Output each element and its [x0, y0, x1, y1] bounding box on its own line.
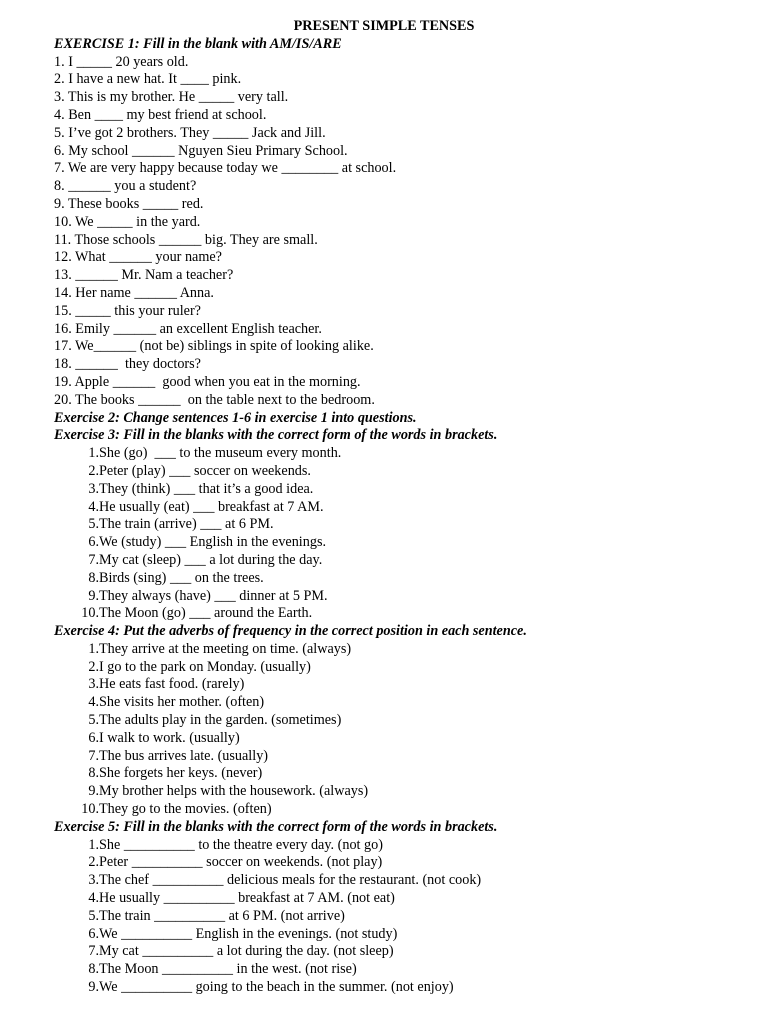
item-number: 3.: [88, 676, 99, 693]
list-item: [54, 783, 734, 801]
list-item: [54, 445, 734, 463]
item-number: 7.: [88, 747, 99, 764]
item-number: 8.: [88, 961, 99, 978]
list-item: [54, 730, 734, 748]
item-number: 1.: [88, 836, 99, 853]
item-number: 5.: [88, 712, 99, 729]
exercise-1-item: 6. My school ______ Nguyen Sieu Primary School.: [54, 142, 348, 159]
exercise-4-heading: Exercise 4: Put the adverbs of frequency in the correct position in each sentence.: [54, 623, 527, 640]
list-item: [54, 712, 734, 730]
item-text: They arrive at the meeting on time. (always): [99, 640, 352, 657]
item-text: We (study) ___ English in the evenings.: [99, 534, 327, 551]
exercise-1-item: 2. I have a new hat. It ____ pink.: [54, 71, 242, 88]
item-number: 10.: [81, 605, 99, 622]
item-number: 4.: [88, 890, 99, 907]
item-text: She forgets her keys. (never): [99, 765, 263, 782]
list-item: [54, 516, 734, 534]
list-item: [54, 605, 734, 623]
exercise-1-item: 1. I _____ 20 years old.: [54, 53, 189, 70]
list-item: [54, 463, 734, 481]
item-text: She (go) ___ to the museum every month.: [99, 445, 342, 462]
list-item: [54, 854, 734, 872]
list-item: [54, 801, 734, 819]
list-item: [54, 659, 734, 677]
item-text: The chef __________ delicious meals for the restaurant. (not cook): [99, 872, 482, 889]
item-number: 1.: [88, 445, 99, 462]
list-item: [54, 552, 734, 570]
item-number: 10.: [81, 801, 99, 818]
exercise-1-item: 14. Her name ______ Anna.: [54, 284, 214, 301]
list-item: [54, 872, 734, 890]
item-text: Peter __________ soccer on weekends. (not play): [99, 854, 383, 871]
item-text: He usually (eat) ___ breakfast at 7 AM.: [99, 498, 324, 515]
item-number: 2.: [88, 462, 99, 479]
list-item: [54, 961, 734, 979]
list-item: [54, 694, 734, 712]
exercise-3-heading: Exercise 3: Fill in the blanks with the correct form of the words in brackets.: [54, 427, 498, 444]
exercise-1-list: [54, 54, 734, 410]
exercise-5-heading: Exercise 5: Fill in the blanks with the correct form of the words in brackets.: [54, 818, 498, 835]
list-item: [54, 534, 734, 552]
exercise-1-item: 15. _____ this your ruler?: [54, 302, 201, 319]
item-text: She __________ to the theatre every day. (not go): [99, 836, 383, 853]
item-text: My brother helps with the housework. (always): [99, 783, 369, 800]
exercise-4-list: [54, 641, 734, 819]
item-number: 2.: [88, 854, 99, 871]
item-number: 4.: [88, 498, 99, 515]
item-text: The train __________ at 6 PM. (not arrive): [99, 907, 345, 924]
exercise-1-item: 12. What ______ your name?: [54, 249, 222, 266]
item-text: They go to the movies. (often): [99, 801, 272, 818]
exercise-1-item: 4. Ben ____ my best friend at school.: [54, 106, 267, 123]
item-number: 5.: [88, 907, 99, 924]
exercise-1-item: 16. Emily ______ an excellent English teacher.: [54, 320, 322, 337]
worksheet-page: [54, 18, 734, 997]
item-text: Peter (play) ___ soccer on weekends.: [99, 462, 311, 479]
item-text: I go to the park on Monday. (usually): [99, 658, 311, 675]
item-number: 6.: [88, 729, 99, 746]
exercise-1-item: 17. We______ (not be) siblings in spite of looking alike.: [54, 338, 374, 355]
exercise-1-item: 18. ______ they doctors?: [54, 356, 201, 373]
exercise-1-item: 20. The books ______ on the table next to the bedroom.: [54, 391, 375, 408]
item-text: The train (arrive) ___ at 6 PM.: [99, 516, 274, 533]
item-number: 8.: [88, 569, 99, 586]
exercise-1-item: 7. We are very happy because today we ________ at school.: [54, 160, 397, 177]
item-number: 7.: [88, 551, 99, 568]
item-number: 2.: [88, 658, 99, 675]
item-text: He usually __________ breakfast at 7 AM. (not eat): [99, 890, 395, 907]
exercise-1-item: 13. ______ Mr. Nam a teacher?: [54, 267, 234, 284]
item-text: The Moon (go) ___ around the Earth.: [99, 605, 313, 622]
item-number: 9.: [88, 783, 99, 800]
exercise-1-item: 5. I’ve got 2 brothers. They _____ Jack and Jill.: [54, 124, 326, 141]
item-number: 6.: [88, 925, 99, 942]
item-number: 7.: [88, 943, 99, 960]
list-item: [54, 943, 734, 961]
list-item: [54, 588, 734, 606]
item-text: We __________ going to the beach in the summer. (not enjoy): [99, 979, 454, 996]
exercise-1-heading: EXERCISE 1: Fill in the blank with AM/IS/ARE: [54, 35, 342, 52]
list-item: [54, 481, 734, 499]
item-number: 9.: [88, 979, 99, 996]
exercise-5-list: [54, 837, 734, 997]
list-item: [54, 676, 734, 694]
exercise-3-list: [54, 445, 734, 623]
item-text: She visits her mother. (often): [99, 694, 265, 711]
item-number: 5.: [88, 516, 99, 533]
item-number: 3.: [88, 872, 99, 889]
item-text: My cat __________ a lot during the day. (not sleep): [99, 943, 394, 960]
item-text: I walk to work. (usually): [99, 729, 240, 746]
item-number: 9.: [88, 587, 99, 604]
exercise-1-item: 8. ______ you a student?: [54, 178, 197, 195]
item-number: 8.: [88, 765, 99, 782]
item-text: He eats fast food. (rarely): [99, 676, 245, 693]
item-number: 3.: [88, 480, 99, 497]
list-item: [54, 748, 734, 766]
item-text: The bus arrives late. (usually): [99, 747, 269, 764]
exercise-2-heading: Exercise 2: Change sentences 1-6 in exercise 1 into questions.: [54, 409, 417, 426]
list-item: [54, 908, 734, 926]
item-text: They always (have) ___ dinner at 5 PM.: [99, 587, 328, 604]
list-item: [54, 926, 734, 944]
item-text: My cat (sleep) ___ a lot during the day.: [99, 551, 323, 568]
list-item: [54, 499, 734, 517]
item-text: They (think) ___ that it’s a good idea.: [99, 480, 314, 497]
list-item: [54, 890, 734, 908]
exercise-1-item: 19. Apple ______ good when you eat in the morning.: [54, 373, 361, 390]
page-title: PRESENT SIMPLE TENSES: [293, 18, 475, 34]
list-item: [54, 765, 734, 783]
item-text: The adults play in the garden. (sometimes): [99, 712, 342, 729]
exercise-1-item: 11. Those schools ______ big. They are small.: [54, 231, 318, 248]
list-item: [54, 641, 734, 659]
item-text: Birds (sing) ___ on the trees.: [99, 569, 264, 586]
list-item: [54, 837, 734, 855]
list-item: [54, 979, 734, 997]
item-number: 1.: [88, 640, 99, 657]
exercise-1-item: 9. These books _____ red.: [54, 195, 204, 212]
list-item: [54, 570, 734, 588]
item-number: 4.: [88, 694, 99, 711]
item-number: 6.: [88, 534, 99, 551]
exercise-1-item: 3. This is my brother. He _____ very tall.: [54, 89, 289, 106]
item-text: The Moon __________ in the west. (not rise): [99, 961, 357, 978]
exercise-1-item: 10. We _____ in the yard.: [54, 213, 201, 230]
item-text: We __________ English in the evenings. (not study): [99, 925, 398, 942]
